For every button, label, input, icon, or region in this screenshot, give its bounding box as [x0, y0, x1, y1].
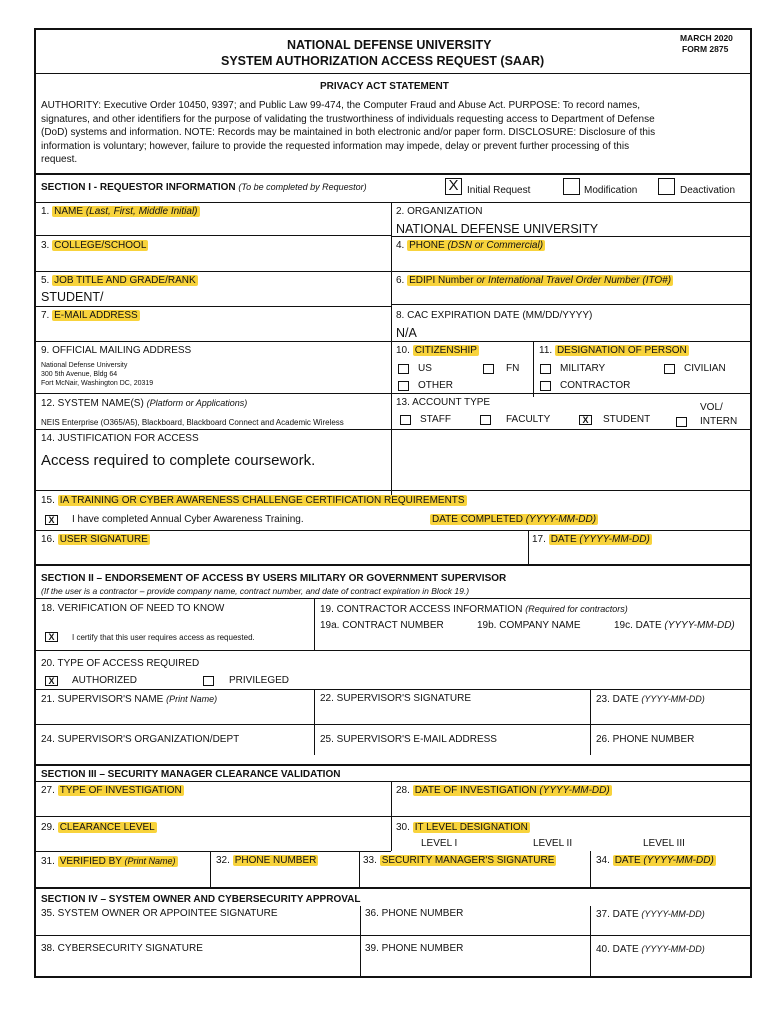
- access-type-label: 20. TYPE OF ACCESS REQUIRED: [41, 658, 200, 669]
- supervisor-date-label[interactable]: 23. DATE (YYYY-MM-DD): [596, 694, 705, 705]
- contract-date-label[interactable]: 19c. DATE (YYYY-MM-DD): [614, 620, 735, 631]
- date-completed-label[interactable]: DATE COMPLETED (YYYY-MM-DD): [432, 514, 597, 525]
- organization-label: 2. ORGANIZATION: [396, 206, 483, 217]
- modification-label: Modification: [584, 185, 638, 196]
- security-manager-signature-label[interactable]: 33. SECURITY MANAGER'S SIGNATURE: [363, 855, 555, 866]
- column-divider: [590, 689, 591, 755]
- divider: [36, 341, 750, 342]
- verified-by-label[interactable]: 31. VERIFIED BY (Print Name): [41, 856, 176, 867]
- divider: [36, 306, 391, 307]
- citizenship-us-label: US: [418, 363, 432, 374]
- divider: [36, 781, 750, 782]
- privacy-statement: AUTHORITY: Executive Order 10450, 9397; and Public Law 99-474, the Computer Fraud and Abuse Act. PURPOSE: To record names, signatures, and other identifiers for the purpose of validating the trustworthiness of individuals requesting access to Department of Defense (DoD) systems and information. NOTE: Records may be maintained in both electronic and/or paper form. DISCLOSURE: Disclosure of this information is voluntary; however, failure to provide the requested information may impede, delay or prevent further processing of this request.: [41, 100, 656, 165]
- supervisor-name-label[interactable]: 21. SUPERVISOR'S NAME (Print Name): [41, 694, 218, 705]
- cybersecurity-signature-label[interactable]: 38. CYBERSECURITY SIGNATURE: [41, 943, 203, 954]
- access-authorized-checkbox[interactable]: X: [45, 676, 58, 686]
- designation-civilian-label: CIVILIAN: [684, 363, 726, 374]
- contractor-info-label: 19. CONTRACTOR ACCESS INFORMATION (Required for contractors): [320, 604, 628, 615]
- column-divider: [360, 906, 361, 978]
- cyber-training-text: I have completed Annual Cyber Awareness Training.: [72, 514, 304, 525]
- section1-heading: SECTION I - REQUESTOR INFORMATION (To be completed by Requestor): [41, 182, 367, 193]
- divider: [36, 598, 750, 599]
- modification-checkbox[interactable]: [563, 178, 580, 195]
- phone-field-label[interactable]: 4. PHONE (DSN or Commercial): [396, 240, 544, 251]
- divider: [36, 271, 750, 272]
- it-level-3[interactable]: LEVEL III: [643, 838, 685, 849]
- system-names-label: 12. SYSTEM NAME(S) (Platform or Applications): [41, 398, 248, 409]
- it-level-1[interactable]: LEVEL I: [421, 838, 458, 849]
- divider: [36, 173, 750, 175]
- system-owner-date-label[interactable]: 37. DATE (YYYY-MM-DD): [596, 909, 705, 920]
- initial-request-checkbox[interactable]: X: [445, 178, 462, 195]
- citizenship-other-checkbox[interactable]: [398, 381, 409, 391]
- organization-value[interactable]: NATIONAL DEFENSE UNIVERSITY: [396, 222, 599, 236]
- designation-military-checkbox[interactable]: [540, 364, 551, 374]
- account-intern-label: INTERN: [700, 416, 738, 427]
- account-staff-label: STAFF: [420, 414, 451, 425]
- designation-label: 11. DESIGNATION OF PERSON: [539, 345, 687, 356]
- divider: [36, 429, 750, 430]
- user-date-label[interactable]: 17. DATE (YYYY-MM-DD): [532, 534, 650, 545]
- supervisor-org-label[interactable]: 24. SUPERVISOR'S ORGANIZATION/DEPT: [41, 734, 240, 745]
- divider: [36, 887, 750, 889]
- justification-value[interactable]: Access required to complete coursework.: [41, 452, 316, 469]
- access-privileged-label: PRIVILEGED: [229, 675, 290, 686]
- company-name-label[interactable]: 19b. COMPANY NAME: [477, 620, 581, 631]
- system-names-value[interactable]: NEIS Enterprise (O365/A5), Blackboard, Blackboard Connect and Academic Wireless: [41, 418, 344, 427]
- need-to-know-text: I certify that this user requires access as requested.: [72, 633, 255, 642]
- column-divider: [590, 906, 591, 978]
- designation-contractor-checkbox[interactable]: [540, 381, 551, 391]
- security-manager-date-label[interactable]: 34. DATE (YYYY-MM-DD): [596, 855, 714, 866]
- edipi-field-label[interactable]: 6. EDIPI Number or International Travel Order Number (ITO#): [396, 275, 672, 286]
- divider: [36, 393, 750, 394]
- justification-label: 14. JUSTIFICATION FOR ACCESS: [41, 433, 199, 444]
- saar-form: [34, 28, 752, 978]
- account-staff-checkbox[interactable]: [400, 415, 411, 425]
- form-date: MARCH 2020: [680, 33, 733, 43]
- citizenship-label: 10. CITIZENSHIP: [396, 345, 477, 356]
- contract-number-label[interactable]: 19a. CONTRACT NUMBER: [320, 620, 444, 631]
- form-number: FORM 2875: [682, 44, 729, 54]
- column-divider: [533, 341, 534, 397]
- column-divider: [391, 202, 392, 502]
- account-intern-checkbox[interactable]: [676, 417, 687, 427]
- access-privileged-checkbox[interactable]: [203, 676, 214, 686]
- account-faculty-checkbox[interactable]: [480, 415, 491, 425]
- job-title-field-label[interactable]: 5. JOB TITLE AND GRADE/RANK: [41, 275, 196, 286]
- mailing-address-label: 9. OFFICIAL MAILING ADDRESS: [41, 345, 192, 356]
- cybersecurity-date-label[interactable]: 40. DATE (YYYY-MM-DD): [596, 944, 705, 955]
- designation-civilian-checkbox[interactable]: [664, 364, 675, 374]
- citizenship-us-checkbox[interactable]: [398, 364, 409, 374]
- email-field-label[interactable]: 7. E-MAIL ADDRESS: [41, 310, 138, 321]
- cac-expiration-value[interactable]: N/A: [396, 326, 417, 340]
- name-field-label[interactable]: 1. NAME (Last, First, Middle Initial): [41, 206, 198, 217]
- initial-request-label: Initial Request: [467, 185, 531, 196]
- divider: [36, 764, 750, 766]
- supervisor-email-label[interactable]: 25. SUPERVISOR'S E-MAIL ADDRESS: [320, 734, 497, 745]
- deactivation-checkbox[interactable]: [658, 178, 675, 195]
- account-student-checkbox[interactable]: X: [579, 415, 592, 425]
- column-divider: [210, 851, 211, 887]
- clearance-level-label[interactable]: 29. CLEARANCE LEVEL: [41, 822, 155, 833]
- system-owner-phone-label[interactable]: 36. PHONE NUMBER: [365, 908, 464, 919]
- divider: [36, 564, 750, 566]
- column-divider: [314, 598, 315, 650]
- column-divider: [359, 851, 360, 887]
- column-divider: [314, 689, 315, 755]
- divider: [36, 73, 750, 74]
- investigation-date-label[interactable]: 28. DATE OF INVESTIGATION (YYYY-MM-DD): [396, 785, 610, 796]
- supervisor-phone-label[interactable]: 26. PHONE NUMBER: [596, 734, 695, 745]
- need-to-know-label: 18. VERIFICATION OF NEED TO KNOW: [41, 603, 225, 614]
- divider: [36, 816, 750, 817]
- form-title-line2: SYSTEM AUTHORIZATION ACCESS REQUEST (SAAR): [221, 54, 545, 68]
- designation-contractor-label: CONTRACTOR: [560, 380, 631, 391]
- account-type-label: 13. ACCOUNT TYPE: [396, 397, 491, 408]
- supervisor-signature-label[interactable]: 22. SUPERVISOR'S SIGNATURE: [320, 693, 472, 704]
- citizenship-other-label: OTHER: [418, 380, 453, 391]
- user-signature-label[interactable]: 16. USER SIGNATURE: [41, 534, 148, 545]
- system-owner-signature-label[interactable]: 35. SYSTEM OWNER OR APPOINTEE SIGNATURE: [41, 908, 278, 919]
- divider: [36, 235, 391, 236]
- section2-heading: SECTION II – ENDORSEMENT OF ACCESS BY USERS MILITARY OR GOVERNMENT SUPERVISOR: [41, 573, 507, 584]
- divider: [36, 935, 750, 936]
- column-divider: [528, 530, 529, 564]
- cac-expiration-label: 8. CAC EXPIRATION DATE (MM/DD/YYYY): [396, 310, 593, 321]
- it-level-2[interactable]: LEVEL II: [533, 838, 573, 849]
- form-title-line1: NATIONAL DEFENSE UNIVERSITY: [287, 38, 492, 52]
- divider: [391, 236, 750, 237]
- designation-military-label: MILITARY: [560, 363, 606, 374]
- divider: [391, 304, 750, 305]
- divider: [36, 851, 391, 852]
- job-title-value[interactable]: STUDENT/: [41, 290, 104, 304]
- investigation-type-label[interactable]: 27. TYPE OF INVESTIGATION: [41, 785, 182, 796]
- section3-heading: SECTION III – SECURITY MANAGER CLEARANCE VALIDATION: [41, 769, 341, 780]
- section4-heading: SECTION IV – SYSTEM OWNER AND CYBERSECURITY APPROVAL: [41, 894, 361, 905]
- divider: [36, 202, 750, 203]
- ia-training-label: 15. IA TRAINING OR CYBER AWARENESS CHALLENGE CERTIFICATION REQUIREMENTS: [41, 495, 465, 506]
- account-student-label: STUDENT: [603, 414, 651, 425]
- divider: [36, 650, 750, 651]
- section2-subheading: (If the user is a contractor – provide company name, contract number, and date of contract expiration in Block 19.): [41, 586, 470, 596]
- citizenship-fn-checkbox[interactable]: [483, 364, 494, 374]
- mailing-address-value[interactable]: National Defense University 300 5th Avenue, Bldg 64 Fort McNair, Washington DC, 20319: [41, 362, 154, 387]
- cybersecurity-phone-label[interactable]: 39. PHONE NUMBER: [365, 943, 464, 954]
- column-divider: [590, 851, 591, 887]
- divider: [36, 490, 750, 491]
- it-level-label: 30. IT LEVEL DESIGNATION: [396, 822, 528, 833]
- deactivation-label: Deactivation: [680, 185, 736, 196]
- access-authorized-label: AUTHORIZED: [72, 675, 137, 686]
- privacy-heading: PRIVACY ACT STATEMENT: [320, 81, 449, 92]
- need-to-know-checkbox[interactable]: X: [45, 632, 58, 642]
- divider: [36, 530, 750, 531]
- divider: [36, 724, 750, 725]
- college-field-label[interactable]: 3. COLLEGE/SCHOOL: [41, 240, 147, 251]
- cyber-training-checkbox[interactable]: X: [45, 515, 58, 525]
- verifier-phone-label[interactable]: 32. PHONE NUMBER: [216, 855, 317, 866]
- divider: [36, 689, 750, 690]
- account-faculty-label: FACULTY: [506, 414, 551, 425]
- account-vol-label: VOL/: [700, 402, 723, 413]
- citizenship-fn-label: FN: [506, 363, 520, 374]
